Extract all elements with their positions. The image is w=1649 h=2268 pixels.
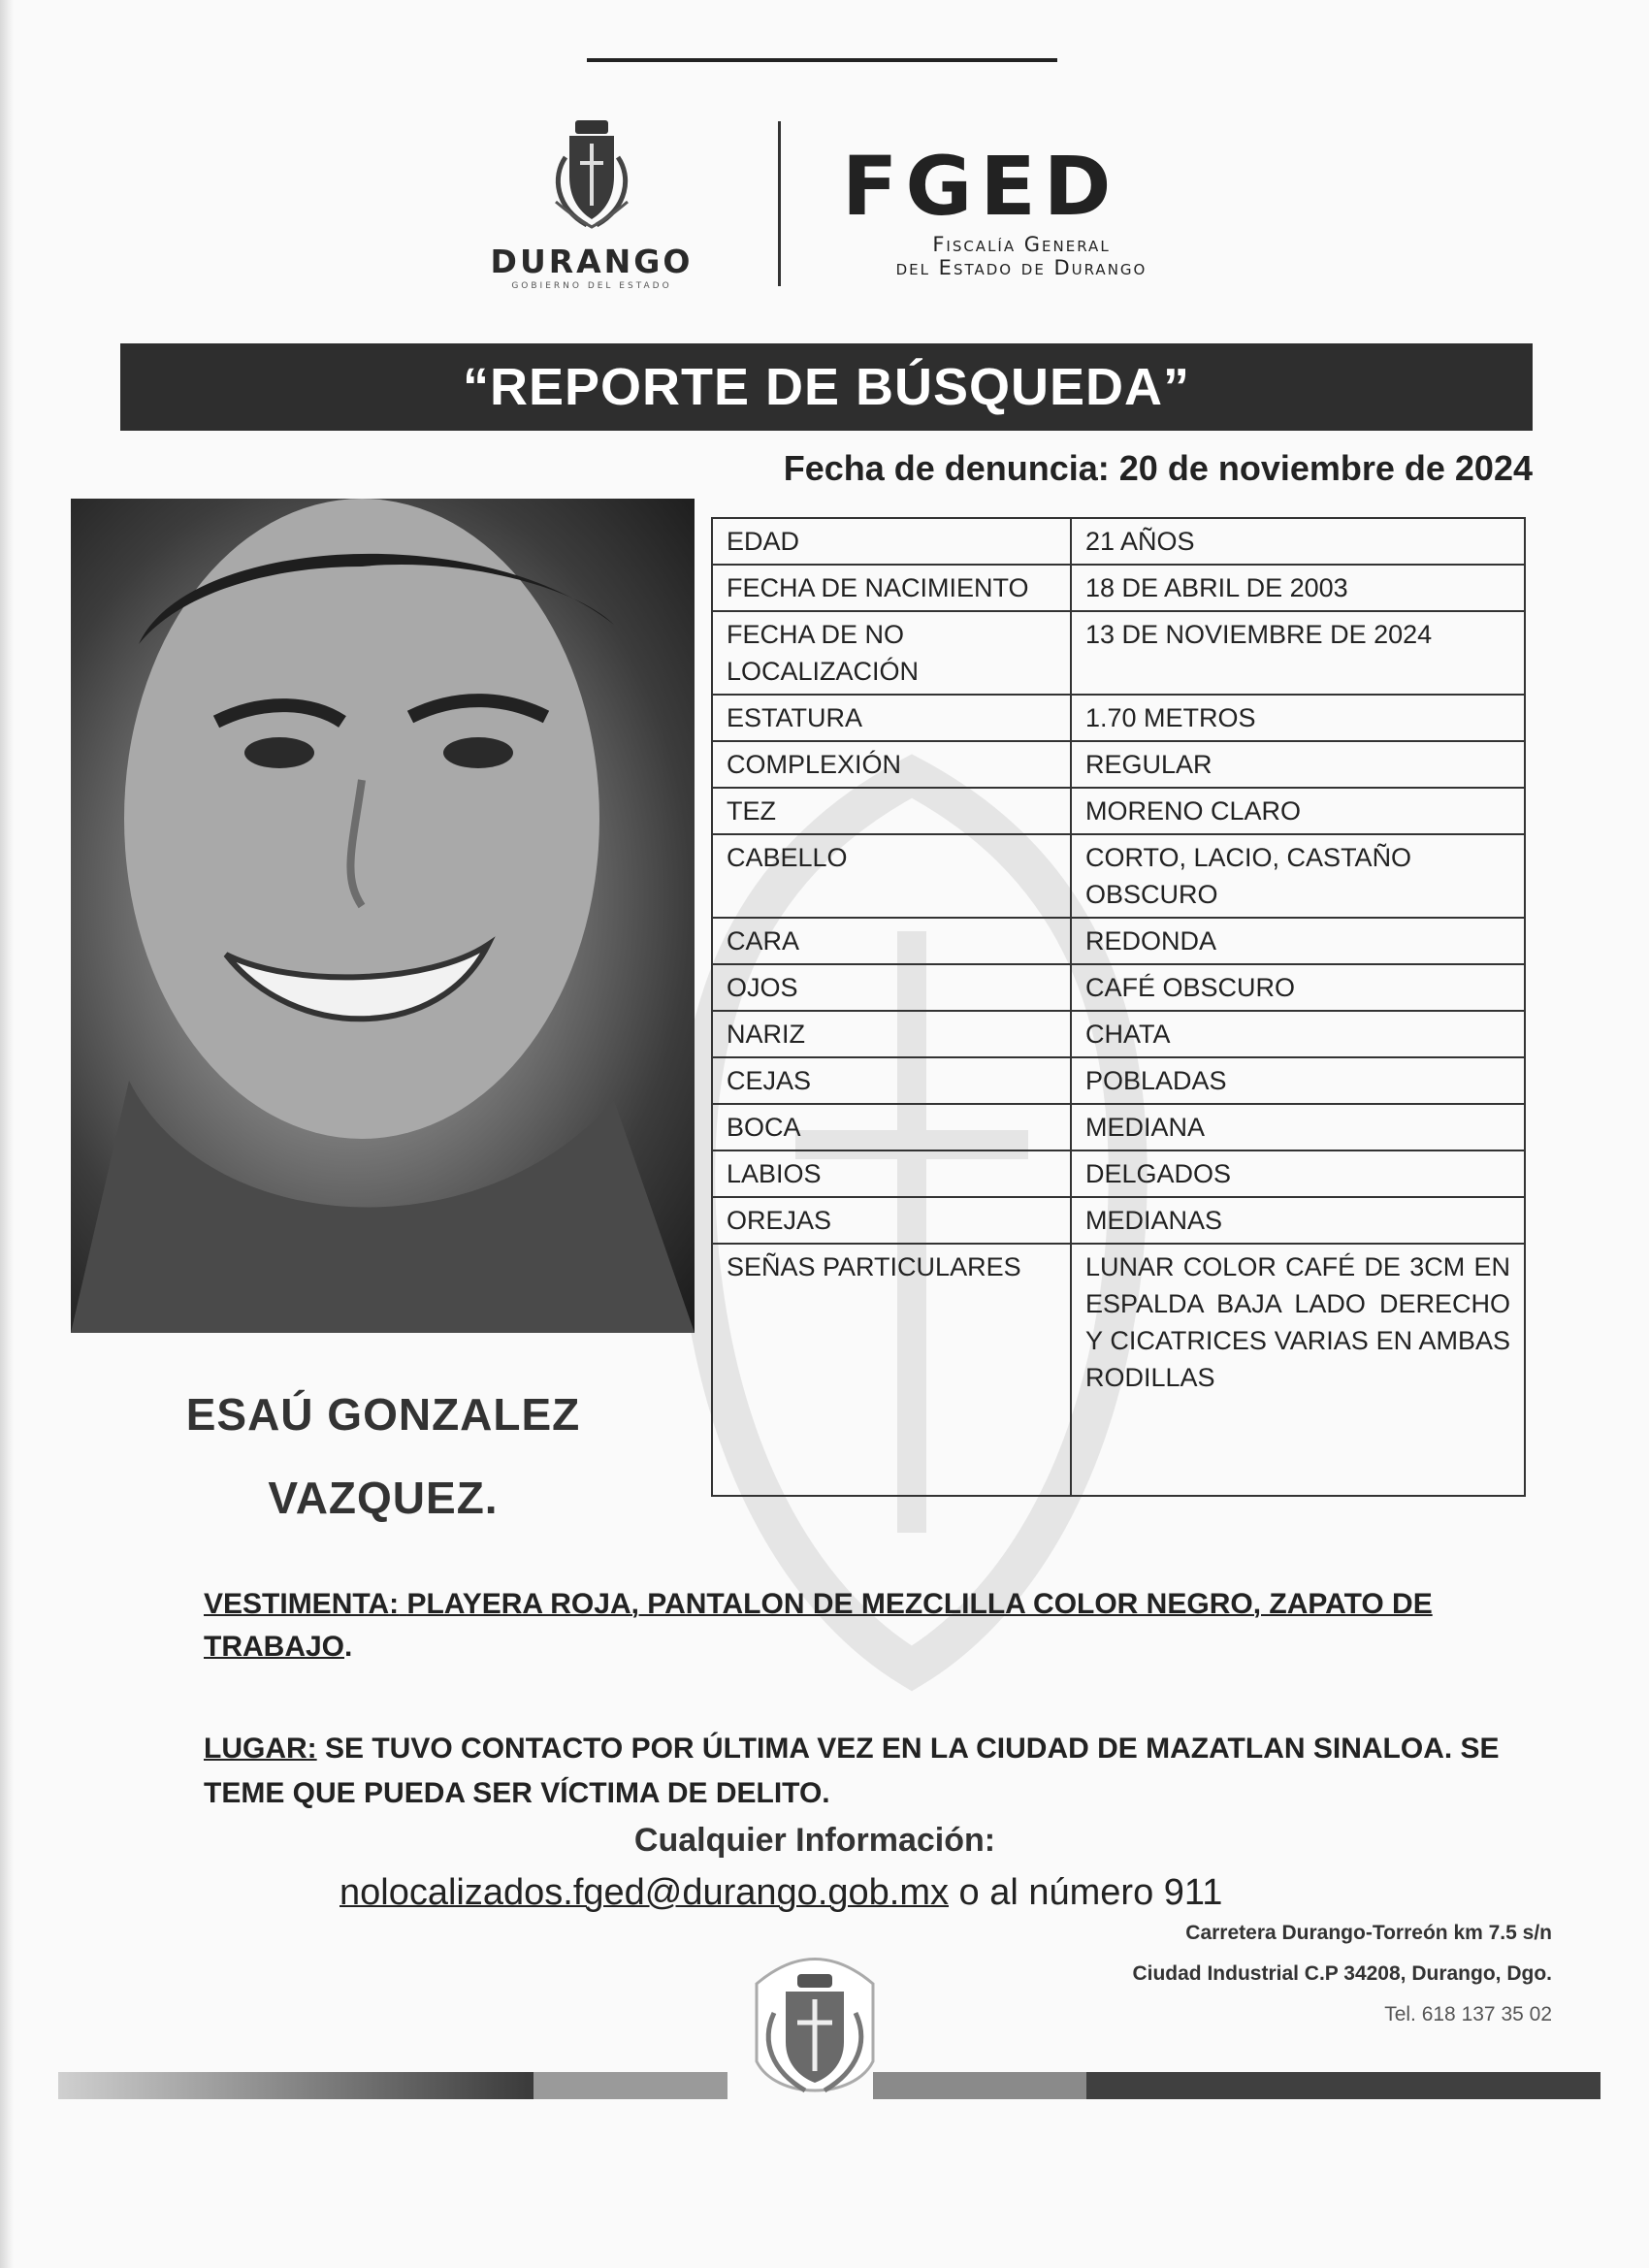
place-value: SE TUVO CONTACTO POR ÚLTIMA VEZ EN LA CIUDAD DE MAZATLAN SINALOA. SE TEME QUE PUEDA SER VÍCTIMA DE DELITO. bbox=[204, 1733, 1500, 1809]
table-row bbox=[712, 695, 1525, 741]
row-value: MORENO CLARO bbox=[1071, 788, 1525, 834]
report-title: “REPORTE DE BÚSQUEDA” bbox=[462, 358, 1191, 416]
row-label: ESTATURA bbox=[712, 695, 1071, 741]
row-label: CABELLO bbox=[712, 834, 1071, 918]
row-value: CAFÉ OBSCURO bbox=[1071, 964, 1525, 1011]
row-value: DELGADOS bbox=[1071, 1150, 1525, 1197]
row-label: OREJAS bbox=[712, 1197, 1071, 1244]
row-label: EDAD bbox=[712, 518, 1071, 565]
table-row bbox=[712, 565, 1525, 611]
row-value: 13 DE NOVIEMBRE DE 2024 bbox=[1071, 611, 1525, 695]
agency-name-line2: del Estado de Durango bbox=[895, 256, 1148, 279]
row-label: CEJAS bbox=[712, 1057, 1071, 1104]
person-name bbox=[87, 1373, 679, 1539]
row-label: NARIZ bbox=[712, 1011, 1071, 1057]
contact-line bbox=[340, 1872, 1310, 1914]
row-value: CORTO, LACIO, CASTAÑO OBSCURO bbox=[1071, 834, 1525, 918]
footer-bar-left bbox=[58, 2072, 534, 2099]
person-details-table bbox=[711, 517, 1526, 1497]
table-row bbox=[712, 788, 1525, 834]
clothing-label: VESTIMENTA: bbox=[204, 1588, 400, 1620]
row-label: CARA bbox=[712, 918, 1071, 964]
clothing-value: PLAYERA ROJA, PANTALON DE MEZCLILLA COLOR NEGRO, ZAPATO DE TRABAJO bbox=[204, 1588, 1433, 1663]
table-row bbox=[712, 1011, 1525, 1057]
place-section bbox=[204, 1727, 1533, 1816]
person-name-line2: VAZQUEZ. bbox=[268, 1473, 499, 1523]
table-row bbox=[712, 741, 1525, 788]
row-value: REDONDA bbox=[1071, 918, 1525, 964]
row-value: 21 AÑOS bbox=[1071, 518, 1525, 565]
clothing-section: VESTIMENTA: PLAYERA ROJA, PANTALON DE MEZCLILLA COLOR NEGRO, ZAPATO DE TRABAJO. bbox=[204, 1588, 1433, 1663]
missing-person-photo bbox=[71, 499, 695, 1333]
top-rule bbox=[587, 58, 1057, 62]
table-row bbox=[712, 1057, 1525, 1104]
address-block bbox=[1018, 1913, 1552, 2035]
header-divider bbox=[778, 121, 781, 286]
row-value: 1.70 METROS bbox=[1071, 695, 1525, 741]
row-value: REGULAR bbox=[1071, 741, 1525, 788]
row-value: 18 DE ABRIL DE 2003 bbox=[1071, 565, 1525, 611]
table-row bbox=[712, 1104, 1525, 1150]
durango-logo-text: DURANGO bbox=[490, 243, 694, 280]
table-row bbox=[712, 918, 1525, 964]
place-label: LUGAR: bbox=[204, 1733, 317, 1765]
state-seal-icon bbox=[737, 1955, 892, 2110]
row-value: POBLADAS bbox=[1071, 1057, 1525, 1104]
table-row bbox=[712, 1244, 1525, 1496]
address-line1: Carretera Durango-Torreón km 7.5 s/n bbox=[1185, 1922, 1552, 1944]
row-label: FECHA DE NO LOCALIZACIÓN bbox=[712, 611, 1071, 695]
person-portrait-icon bbox=[71, 499, 695, 1333]
row-label: FECHA DE NACIMIENTO bbox=[712, 565, 1071, 611]
durango-logo bbox=[456, 118, 728, 291]
row-value: MEDIANAS bbox=[1071, 1197, 1525, 1244]
row-label: OJOS bbox=[712, 964, 1071, 1011]
table-row bbox=[712, 1150, 1525, 1197]
report-date: Fecha de denuncia: 20 de noviembre de 2024 bbox=[783, 448, 1533, 488]
agency-name-line1: Fiscalía General bbox=[932, 233, 1111, 256]
address-phone: Tel. 618 137 35 02 bbox=[1384, 2003, 1552, 2025]
agency-acronym: FGED bbox=[842, 139, 1119, 234]
row-value: LUNAR COLOR CAFÉ DE 3CM EN ESPALDA BAJA LADO DERECHO Y CICATRICES VARIAS EN AMBAS RODILLAS bbox=[1071, 1244, 1525, 1496]
row-label: LABIOS bbox=[712, 1150, 1071, 1197]
row-value: MEDIANA bbox=[1071, 1104, 1525, 1150]
table-row bbox=[712, 518, 1525, 565]
person-name-line1: ESAÚ GONZALEZ bbox=[185, 1389, 581, 1440]
contact-phone: o al número 911 bbox=[958, 1872, 1223, 1913]
durango-crest-icon bbox=[548, 118, 635, 235]
page-edge bbox=[0, 0, 14, 2268]
row-label: SEÑAS PARTICULARES bbox=[712, 1244, 1071, 1496]
table-row bbox=[712, 964, 1525, 1011]
table-row bbox=[712, 611, 1525, 695]
footer-bar-mid bbox=[534, 2072, 728, 2099]
row-label: COMPLEXIÓN bbox=[712, 741, 1071, 788]
contact-heading: Cualquier Información: bbox=[633, 1822, 996, 1859]
table-row bbox=[712, 834, 1525, 918]
address-line2: Ciudad Industrial C.P 34208, Durango, Dgo. bbox=[1132, 1962, 1552, 1985]
durango-logo-subtext: GOBIERNO DEL ESTADO bbox=[511, 281, 672, 291]
table-row bbox=[712, 1197, 1525, 1244]
contact-email-link[interactable]: nolocalizados.fged@durango.gob.mx bbox=[340, 1872, 949, 1913]
footer-bar-far-right bbox=[1086, 2072, 1600, 2099]
report-title-banner bbox=[120, 343, 1533, 431]
row-value: CHATA bbox=[1071, 1011, 1525, 1057]
row-label: BOCA bbox=[712, 1104, 1071, 1150]
footer-bar-right bbox=[873, 2072, 1086, 2099]
row-label: TEZ bbox=[712, 788, 1071, 834]
